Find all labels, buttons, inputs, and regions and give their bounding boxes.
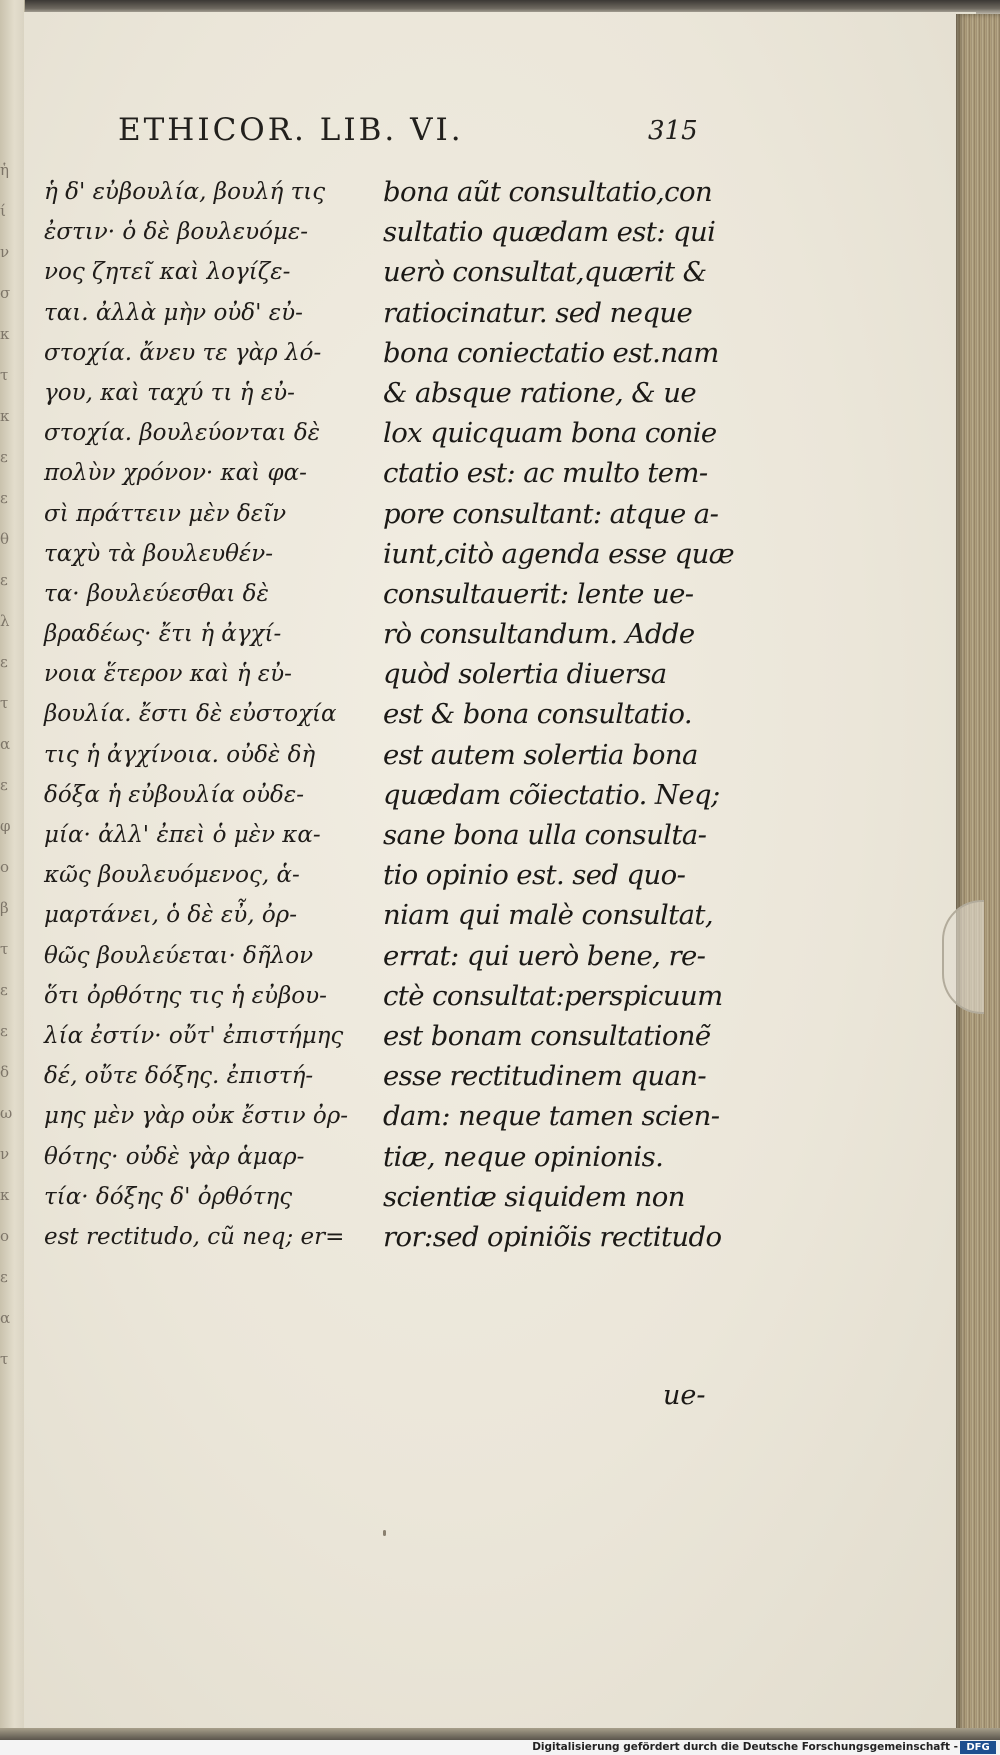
latin-text-line: pore consultant: atque a- <box>383 497 719 530</box>
greek-text-line: πολὺν χρόνον· καὶ φα- <box>44 460 307 487</box>
greek-text-line: θῶς βουλεύεται· δῆλον <box>44 942 314 969</box>
greek-text-line: ἐστιν· ὁ δὲ βουλευόμε- <box>44 219 308 246</box>
greek-text-line: est rectitudo, cũ neq; er= <box>44 1223 345 1250</box>
latin-text-line: ratiocinatur. sed neque <box>383 296 693 329</box>
book-binding <box>0 0 25 1740</box>
latin-text-line: ror:sed opiniõis rectitudo <box>383 1220 722 1253</box>
greek-text-line: στοχία. ἄνευ τε γὰρ λό- <box>44 339 322 366</box>
greek-text-line: μης μὲν γὰρ οὐκ ἔστιν ὀρ- <box>44 1103 349 1130</box>
greek-text-line: λία ἐστίν· οὔτ' ἐπιστήμης <box>44 1022 344 1049</box>
latin-text-column <box>383 172 733 1257</box>
running-title: ETHICOR. LIB. VI. <box>118 112 464 148</box>
latin-text-line: uerò consultat,quærit & <box>383 256 707 289</box>
latin-text-line: esse rectitudinem quan- <box>383 1060 707 1093</box>
greek-text-line: σὶ πράττειν μὲν δεῖν <box>44 500 287 527</box>
greek-text-line: νος ζητεῖ καὶ λογίζε- <box>44 259 291 286</box>
greek-text-line: μαρτάνει, ὁ δὲ εὖ, ὀρ- <box>44 902 297 929</box>
latin-text-line: niam qui malè consultat, <box>383 899 713 932</box>
greek-text-line: θότης· οὐδὲ γὰρ ἁμαρ- <box>44 1143 305 1170</box>
page-fore-edge <box>956 14 1000 1736</box>
latin-text-line: est bonam consultationẽ <box>383 1019 711 1052</box>
greek-text-line: βραδέως· ἔτι ἡ ἀγχί- <box>44 621 282 648</box>
greek-text-line: δέ, οὔτε δόξης. ἐπιστή- <box>44 1063 314 1090</box>
page-number: 315 <box>648 116 698 146</box>
latin-text-line: ctatio est: ac multo tem- <box>383 457 708 490</box>
latin-text-line: scientiæ siquidem non <box>383 1180 685 1213</box>
latin-text-line: bona aũt consultatio,con <box>383 176 713 208</box>
clasp-shadow <box>942 900 984 1014</box>
greek-text-line: κῶς βουλευόμενος, ἁ- <box>44 862 300 889</box>
latin-text-line: lox quicquam bona conie <box>383 417 717 450</box>
greek-text-line: τία· δόξης δ' ὀρθότης <box>44 1183 293 1210</box>
greek-text-line: ται. ἀλλὰ μὴν οὐδ' εὐ- <box>44 299 303 326</box>
greek-text-line: μία· ἀλλ' ἐπεὶ ὁ μὲν κα- <box>44 822 321 848</box>
latin-text-line: sane bona ulla consulta- <box>383 819 707 851</box>
greek-text-line: γου, καὶ ταχύ τι ἡ εὐ- <box>44 379 295 406</box>
latin-text-line: est autem solertia bona <box>383 738 698 771</box>
latin-text-line: consultauerit: lente ue- <box>383 577 694 610</box>
previous-page-bleed: ἡ ί ν σ κ τ κ ε ε θ ε λ ε τ α ε φ ο β τ ε ε δ ω ν κ ο ε α τ <box>0 161 13 1368</box>
greek-text-line: στοχία. βουλεύονται δὲ <box>44 420 321 447</box>
greek-text-line: ταχὺ τὰ βουλευθέν- <box>44 540 274 567</box>
latin-text-line: iunt,citò agenda esse quæ <box>383 537 734 570</box>
ink-speck <box>383 1530 386 1536</box>
latin-text-line: bona coniectatio est.nam <box>383 336 719 369</box>
latin-text-line: errat: qui uerò bene, re- <box>383 939 706 972</box>
greek-text-line: νοια ἕτερον καὶ ἡ εὐ- <box>44 661 292 688</box>
digitization-credit: Digitalisierung gefördert durch die Deutsche Forschungsgemeinschaft - <box>532 1741 958 1753</box>
latin-text-line: quædam cõiectatio. Neq; <box>383 778 720 811</box>
running-header <box>118 112 718 162</box>
greek-text-line: τις ἡ ἀγχίνοια. οὐδὲ δὴ <box>44 741 316 768</box>
dfg-logo: DFG <box>960 1741 996 1754</box>
latin-text-line: tio opinio est. sed quo- <box>383 859 686 892</box>
greek-text-line: βουλία. ἔστι δὲ εὐστοχία <box>44 701 337 728</box>
greek-text-line: δόξα ἡ εὐβουλία οὐδε- <box>44 781 304 808</box>
greek-text-line: ὅτι ὀρθότης τις ἡ εὐβου- <box>44 982 327 1009</box>
latin-text-line: quòd solertia diuersa <box>383 658 667 691</box>
latin-text-line: est & bona consultatio. <box>383 698 693 731</box>
latin-text-line: dam: neque tamen scien- <box>383 1100 720 1133</box>
greek-text-column <box>44 172 374 1257</box>
greek-text-line: τα· βουλεύεσθαι δὲ <box>44 580 269 607</box>
catchword: ue- <box>663 1380 706 1411</box>
latin-text-line: sultatio quædam est: qui <box>383 216 716 249</box>
latin-text-line: rò consultandum. Adde <box>383 618 695 651</box>
greek-text-line: ἡ δ' εὐβουλία, βουλή τις <box>44 179 326 205</box>
latin-text-line: ctè consultat:perspicuum <box>383 979 723 1012</box>
latin-text-line: tiæ, neque opinionis. <box>383 1140 664 1173</box>
latin-text-line: & absque ratione, & ue <box>383 376 697 409</box>
